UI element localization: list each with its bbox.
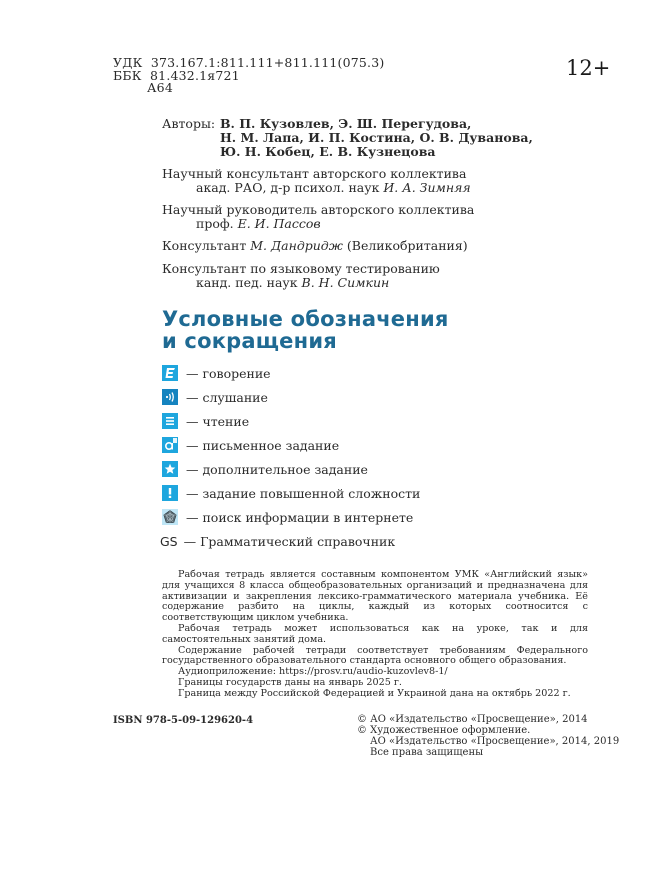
annotation-p1: Рабочая тетрадь является составным компонентом УМК «Английский язык» для учащихся 8 класса общеобразовательных организаций и предназначена для активизации и закрепления лексико-грамматического материала учебника. Её содержание разбито на циклы, каждый из которых соотносится с соответствующим циклом учебника.	[162, 569, 588, 624]
scientific-consultant: Научный консультант авторского коллектива акад. РАО, д-р психол. наук И. А. Зимняя	[162, 166, 471, 195]
gs-abbreviation: GS	[160, 533, 178, 549]
annotation-p3: Содержание рабочей тетради соответствует требованиям Федерального государственного образовательного стандарта основного общего образования.	[162, 644, 588, 667]
annotation-text	[162, 570, 588, 700]
web-search-icon	[162, 509, 178, 525]
legend-item-listening: — слушание	[162, 388, 268, 406]
scientific-supervisor: Научный руководитель авторского коллектива проф. Е. И. Пассов	[162, 202, 475, 231]
authors-block	[162, 117, 533, 159]
udk-line: УДК 373.167.1:811.111+811.111(075.3)	[113, 55, 385, 70]
legend-item-extra: — дополнительное задание	[162, 460, 368, 478]
borders-note-2: Граница между Российской Федерацией и Украиной дана на октябрь 2022 г.	[178, 687, 571, 699]
annotation-p2: Рабочая тетрадь может использоваться как на уроке, так и для самостоятельных занятий дома.	[162, 622, 588, 645]
person-name: И. А. Зимняя	[383, 180, 471, 195]
classification-block	[113, 57, 384, 95]
section-heading: Условные обозначения и сокращения	[162, 307, 449, 353]
legend-item-speaking: — говорение	[162, 364, 271, 382]
legend-item-web-search: — поиск информации в интернете	[162, 508, 413, 526]
authors-names: В. П. Кузовлев, Э. Ш. Перегудова, Н. М. Лапа, И. П. Костина, О. В. Дуванова, Ю. Н. Кобец, Е. В. Кузнецова	[219, 116, 533, 159]
language-testing-consultant: Консультант по языковому тестированию канд. пед. наук В. Н. Симкин	[162, 261, 440, 290]
exclamation-icon	[162, 485, 178, 501]
legend-item-advanced: — задание повышенной сложности	[162, 484, 420, 502]
person-name: В. Н. Симкин	[301, 275, 390, 290]
reading-icon	[162, 413, 178, 429]
legend-item-grammar: GS — Грамматический справочник	[160, 533, 396, 549]
star-icon	[162, 461, 178, 477]
isbn: ISBN 978-5-09-129620-4	[113, 715, 254, 726]
speaking-icon	[162, 365, 178, 381]
authors-label: Авторы:	[162, 116, 216, 131]
author-mark: А64	[147, 80, 173, 95]
person-name: Е. И. Пассов	[237, 216, 321, 231]
legend-item-writing: — письменное задание	[162, 436, 339, 454]
legend-item-reading: — чтение	[162, 412, 249, 430]
age-rating: 12+	[566, 56, 611, 80]
borders-note-1: Границы государств даны на январь 2025 г.	[178, 676, 402, 688]
listening-icon	[162, 389, 178, 405]
writing-icon	[162, 437, 178, 453]
bbk-line: ББК 81.432.1я721	[113, 67, 240, 83]
person-name: М. Дандридж	[250, 238, 343, 253]
audio-link[interactable]: Аудиоприложение: https://prosv.ru/audio-kuzovlev8-1/	[178, 666, 448, 678]
consultant: Консультант М. Дандридж (Великобритания)	[162, 238, 468, 253]
copyright-block: © АО «Издательство «Просвещение», 2014 © Художественное оформление. АО «Издательство «Просвещение», 2014, 2019 Все права защищены	[357, 714, 620, 758]
